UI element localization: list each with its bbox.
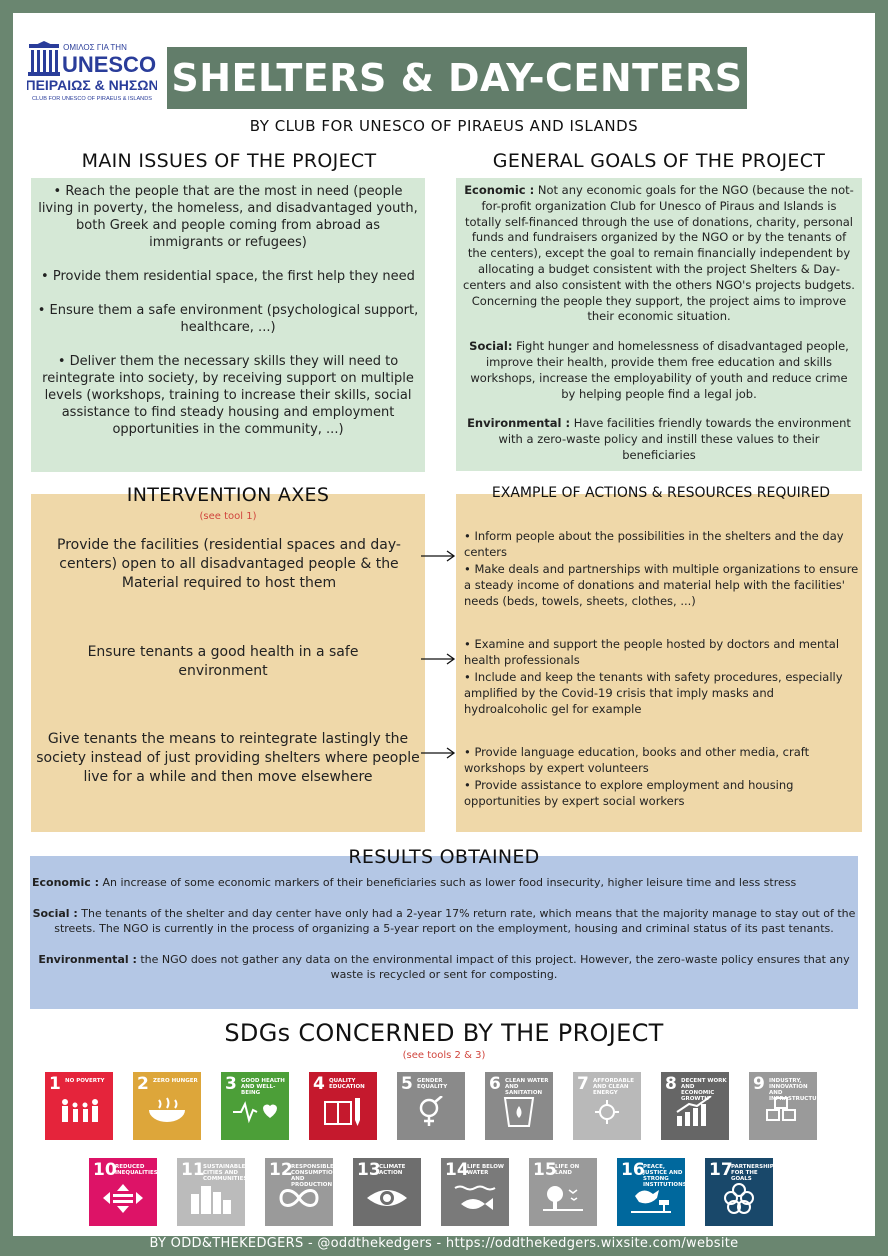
general-goals-box bbox=[456, 178, 862, 471]
intervention-axis-1: Provide the facilities (residential spaces and day-centers) open to all disadvantaged people & the Material required to host them bbox=[57, 537, 401, 591]
sdg-label: GOOD HEALTH AND WELL-BEING bbox=[241, 1078, 285, 1096]
results-content bbox=[32, 875, 856, 983]
sdg-label: AFFORDABLE AND CLEAN ENERGY bbox=[593, 1078, 634, 1096]
sdg-tile-7 bbox=[573, 1072, 641, 1140]
sdg-label: CLEAN WATER AND SANITATION bbox=[505, 1078, 549, 1096]
sdg-tile-2 bbox=[133, 1072, 201, 1140]
sdg-tile-16 bbox=[617, 1158, 685, 1226]
sdg-label: PEACE, JUSTICE AND STRONG INSTITUTIONS bbox=[643, 1164, 687, 1188]
general-goals-title: GENERAL GOALS OF THE PROJECT bbox=[492, 150, 826, 172]
sdg-label: GENDER EQUALITY bbox=[417, 1078, 448, 1090]
heartbeat-icon bbox=[233, 1096, 277, 1130]
sdg-tile-13 bbox=[353, 1158, 421, 1226]
intervention-axes-title: INTERVENTION AXES bbox=[126, 484, 330, 506]
sdg-number: 10 bbox=[93, 1160, 117, 1180]
dove-gavel-icon bbox=[629, 1182, 673, 1216]
action-item: • Include and keep the tenants with safety procedures, especially amplified by the Covid-19 crisis that imply masks and hydroalcoholic gel for example bbox=[464, 669, 843, 717]
equality-arrows-icon bbox=[101, 1182, 145, 1216]
sdg-tile-5 bbox=[397, 1072, 465, 1140]
fish-icon bbox=[453, 1182, 497, 1216]
main-issue-item: • Reach the people that are the most in need (people living in poverty, the homeless, and disadvantaged youth, both Greek and people coming from abroad as immigrants or refugees) bbox=[38, 184, 418, 250]
goal-environmental-text: Have facilities friendly towards the environment with a zero-waste policy and instill these values to their beneficiaries bbox=[498, 416, 851, 462]
logo-line2: UNESCO bbox=[61, 52, 157, 77]
sdgs-title: SDGs CONCERNED BY THE PROJECT bbox=[224, 1019, 664, 1047]
sdg-tile-11 bbox=[177, 1158, 248, 1226]
tree-birds-icon bbox=[541, 1182, 585, 1216]
actions-group-1 bbox=[464, 528, 859, 609]
goal-economic-text: Not any economic goals for the NGO (because the not-for-profit organization Club for Unesco of Piraus and Islands is totally self-financed through the use of donations, charity, personal funds and fundraisers organized by the NGO or by the tenants of the centers), except the goal to remain financially independent by allocating a budget consistent with the project Shelters & Day-centers and also consistent with the others NGO's projects budgets. Concerning the people they support, the project aims to improve their economic situation. bbox=[463, 183, 855, 324]
sdg-tile-10 bbox=[89, 1158, 157, 1226]
action-item: • Provide language education, books and other media, craft workshops by expert volunteers bbox=[464, 745, 810, 776]
sdg-number: 8 bbox=[665, 1074, 677, 1094]
sdg-tile-8 bbox=[661, 1072, 729, 1140]
goal-economic-label: Economic : bbox=[464, 183, 535, 197]
action-item: • Make deals and partnerships with multiple organizations to ensure a steady income of donations and material help with the facilities' needs (beds, towels, sheets, clothes, ...) bbox=[464, 561, 859, 609]
sdg-number: 4 bbox=[313, 1074, 325, 1094]
main-issue-item: • Provide them residential space, the first help they need bbox=[41, 269, 415, 284]
gender-icon bbox=[409, 1096, 453, 1130]
unesco-club-logo bbox=[27, 40, 157, 110]
sdg-tile-1 bbox=[45, 1072, 113, 1140]
sdg-tile-3 bbox=[221, 1072, 289, 1140]
infinity-icon bbox=[277, 1182, 321, 1216]
main-issues-title: MAIN ISSUES OF THE PROJECT bbox=[81, 150, 377, 172]
action-item: • Provide assistance to explore employment and housing opportunities by expert social workers bbox=[464, 777, 794, 808]
sdg-label: REDUCED INEQUALITIES bbox=[115, 1164, 158, 1176]
cubes-icon bbox=[761, 1096, 805, 1130]
sdg-label: LIFE BELOW WATER bbox=[467, 1164, 504, 1176]
city-icon bbox=[189, 1182, 233, 1216]
arrow-right-icon bbox=[421, 550, 457, 562]
sun-power-icon bbox=[585, 1096, 629, 1130]
sdg-number: 3 bbox=[225, 1074, 237, 1094]
sdg-number: 11 bbox=[181, 1160, 205, 1180]
sdg-label: SUSTAINABLE CITIES AND COMMUNITIES bbox=[203, 1164, 248, 1182]
intervention-axis-2: Ensure tenants a good health in a safe environment bbox=[87, 644, 359, 679]
sdg-label: RESPONSIBLE CONSUMPTION AND PRODUCTION bbox=[291, 1164, 338, 1188]
results-title: RESULTS OBTAINED bbox=[348, 846, 540, 868]
eye-globe-icon bbox=[365, 1182, 409, 1216]
sdg-number: 17 bbox=[709, 1160, 733, 1180]
sdg-number: 16 bbox=[621, 1160, 645, 1180]
poster-title: SHELTERS & DAY-CENTERS bbox=[167, 47, 747, 109]
sdg-tile-12 bbox=[265, 1158, 338, 1226]
sdg-number: 13 bbox=[357, 1160, 381, 1180]
sdg-label: DECENT WORK AND ECONOMIC GROWTH bbox=[681, 1078, 727, 1102]
sdg-label: ZERO HUNGER bbox=[153, 1078, 198, 1084]
intervention-note: (see tool 1) bbox=[199, 511, 257, 522]
goal-social bbox=[462, 339, 856, 402]
sdgs-note: (see tools 2 & 3) bbox=[402, 1050, 486, 1061]
result-environmental-label: Environmental : bbox=[38, 952, 137, 966]
result-social-text: The tenants of the shelter and day center have only had a 2-year 17% return rate, which means that the majority manage to stay out of the streets. The NGO is currently in the process of organizing a 5-year report on the employment, housing and criminal status of its past tenants. bbox=[54, 906, 856, 935]
sdg-tile-17 bbox=[705, 1158, 778, 1226]
result-economic-label: Economic : bbox=[32, 876, 99, 889]
book-pencil-icon bbox=[321, 1096, 365, 1130]
actions-title: EXAMPLE OF ACTIONS & RESOURCES REQUIRED bbox=[491, 485, 831, 501]
goal-social-label: Social: bbox=[469, 339, 513, 354]
arrow-right-icon bbox=[421, 653, 457, 665]
sdg-label: INDUSTRY, INNOVATION AND INFRASTRUCTURE bbox=[769, 1078, 825, 1102]
poster bbox=[13, 13, 875, 1251]
sdg-tile-14 bbox=[441, 1158, 509, 1226]
result-environmental-text: the NGO does not gather any data on the environmental impact of this project. However, the zero-waste policy ensures that any waste is recycled or sent for composting. bbox=[136, 952, 850, 981]
sdg-number: 9 bbox=[753, 1074, 765, 1094]
result-economic-text: An increase of some economic markers of their beneficiaries such as lower food insecurity, higher leisure time and less stress bbox=[98, 876, 797, 889]
sdg-number: 7 bbox=[577, 1074, 589, 1094]
family-icon bbox=[57, 1096, 101, 1130]
arrow-right-icon bbox=[421, 747, 457, 759]
sdg-number: 12 bbox=[269, 1160, 293, 1180]
sdg-label: CLIMATE ACTION bbox=[379, 1164, 406, 1176]
rings-icon bbox=[717, 1182, 761, 1216]
intervention-axis-3: Give tenants the means to reintegrate lastingly the society instead of just providing shelters where people live for a while and then move elsewhere bbox=[36, 731, 420, 785]
sdg-number: 1 bbox=[49, 1074, 61, 1094]
bowl-icon bbox=[145, 1096, 189, 1130]
goal-social-text: Fight hunger and homelessness of disadvantaged people, improve their health, provide them free education and skills workshops, increase the employability of youth and reduce crime by helping people find a legal job. bbox=[470, 339, 849, 401]
logo-line3: ΠΕΙΡΑΙΩΣ & ΝΗΣΩΝ bbox=[27, 77, 157, 93]
goal-economic bbox=[462, 183, 856, 325]
goal-environmental bbox=[462, 416, 856, 463]
action-item: • Inform people about the possibilities in the shelters and the day centers bbox=[464, 529, 844, 560]
action-item: • Examine and support the people hosted by doctors and mental health professionals bbox=[464, 637, 840, 668]
sdg-number: 5 bbox=[401, 1074, 413, 1094]
sdg-label: QUALITY EDUCATION bbox=[329, 1078, 365, 1090]
footer-credits: BY ODD&THEKEDGERS - @oddthekedgers - https://oddthekedgers.wixsite.com/website bbox=[149, 1236, 739, 1251]
main-issue-item: • Ensure them a safe environment (psychological support, healthcare, ...) bbox=[37, 303, 419, 335]
sdg-number: 15 bbox=[533, 1160, 557, 1180]
sdg-tile-15 bbox=[529, 1158, 597, 1226]
logo-line4: CLUB FOR UNESCO OF PIRAEUS & ISLANDS bbox=[32, 96, 152, 102]
sdg-label: NO POVERTY bbox=[65, 1078, 105, 1084]
sdg-number: 2 bbox=[137, 1074, 149, 1094]
result-environmental bbox=[32, 952, 856, 983]
sdg-tile-4 bbox=[309, 1072, 377, 1140]
actions-group-3 bbox=[464, 744, 859, 809]
sdg-number: 6 bbox=[489, 1074, 501, 1094]
sdg-label: PARTNERSHIPS FOR THE GOALS bbox=[731, 1164, 778, 1182]
growth-chart-icon bbox=[673, 1096, 717, 1130]
result-social-label: Social : bbox=[32, 906, 78, 920]
actions-group-2 bbox=[464, 636, 859, 717]
byline: BY CLUB FOR UNESCO OF PIRAEUS AND ISLANDS bbox=[249, 117, 639, 135]
sdg-tile-9 bbox=[749, 1072, 825, 1140]
main-issues-box bbox=[31, 178, 425, 472]
result-economic bbox=[32, 875, 856, 891]
logo-line1: ΟΜΙΛΟΣ ΓΙΑ ΤΗΝ bbox=[63, 43, 127, 52]
sdg-label: LIFE ON LAND bbox=[555, 1164, 580, 1176]
main-issue-item: • Deliver them the necessary skills they will need to reintegrate into society, by receiving support on multiple levels (workshops, training to increase their skills, social assistance to find steady housing and employment opportunities in the community, ...) bbox=[42, 354, 414, 437]
goal-environmental-label: Environmental : bbox=[467, 416, 571, 431]
result-social bbox=[32, 906, 856, 937]
sdg-number: 14 bbox=[445, 1160, 469, 1180]
sdg-tile-6 bbox=[485, 1072, 553, 1140]
water-glass-icon bbox=[497, 1096, 541, 1130]
